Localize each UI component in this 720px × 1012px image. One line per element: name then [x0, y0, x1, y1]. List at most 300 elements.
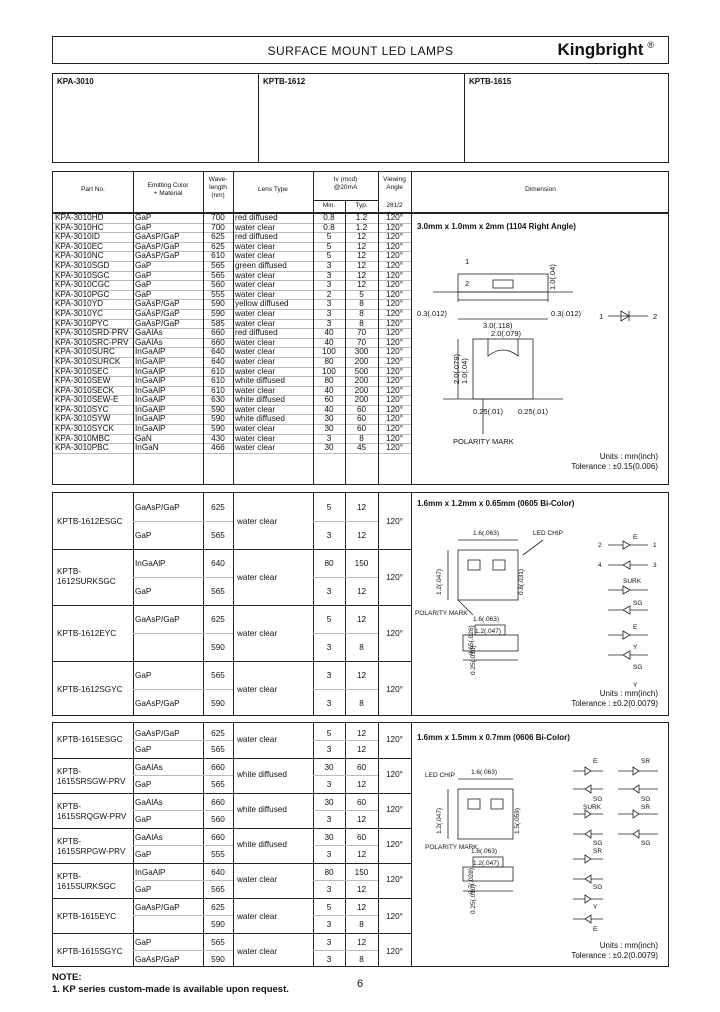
kpa-dim-label: 1.0(.04) [460, 358, 469, 384]
kptb1612-cell: 590 [211, 699, 225, 708]
kpa-cell: green diffused [233, 261, 313, 271]
kpa-dim-label: 0.25(.01) [518, 407, 549, 416]
part-number: KPTB- 1615SRSGW-PRV [57, 767, 126, 786]
kpa-dim-label: 3.0(.118) [483, 321, 513, 330]
kpa-cell: 430 [203, 434, 233, 444]
kptb1615-cell: 660 [211, 798, 225, 807]
kpa-cell: 640 [203, 348, 233, 358]
viewing-angle: 120° [386, 735, 403, 744]
kpa-cell: GaP [133, 271, 203, 281]
kpa-cell: 45 [345, 444, 378, 454]
kptb1612-units: Units : mm(inch) Tolerance : ±0.2(0.0079) [571, 689, 658, 708]
kptb1615-circuit-label: SG [641, 796, 651, 803]
kptb1612-dim-label: 0.65(.026) [468, 625, 475, 655]
kptb1615-cell: 3 [326, 885, 332, 894]
kpa-units: Units : mm(inch) Tolerance : ±0.15(0.006) [571, 452, 658, 471]
kpa-cell: 590 [203, 425, 233, 435]
kptb1612-cell: 12 [356, 503, 367, 512]
viewing-angle: 120° [386, 770, 403, 779]
kptb1615-circuit-label: SURK [583, 804, 602, 811]
th-min: Min. [322, 202, 336, 209]
kptb1612-cell: 12 [356, 671, 367, 680]
kpa-cell: water clear [233, 434, 313, 444]
kpa-cell: GaAsP/GaP [133, 300, 203, 310]
kptb1615-cell: 12 [356, 815, 367, 824]
kpa-cell: 200 [345, 386, 378, 396]
viewing-angle: 120° [386, 912, 403, 921]
part-number: KPTB-1615ESGC [57, 735, 123, 744]
kpa-cell: 12 [345, 233, 378, 243]
kpa-cell: 3 [313, 281, 345, 291]
kpa-cell: 120° [378, 300, 411, 310]
kptb1612-cell: 3 [326, 671, 332, 680]
kpa-row [53, 357, 411, 367]
kpa-cell: 200 [345, 396, 378, 406]
kpa-dim-label: 0.3(.012) [551, 309, 582, 318]
kpa-cell: 0.8 [313, 223, 345, 233]
kpa-cell: GaP [133, 261, 203, 271]
kptb1615-cell: 8 [359, 955, 364, 964]
kptb1612-cell: 565 [211, 587, 225, 596]
kptb1615-cell: 150 [354, 868, 369, 877]
kptb1615-cell: 660 [211, 763, 225, 772]
kptb1612-circuit-label: 4 [598, 562, 602, 569]
kpa-cell: 700 [203, 214, 233, 223]
lens-type: white diffused [237, 805, 287, 814]
kpa-cell: 120° [378, 434, 411, 444]
kptb1615-cell: GaP [135, 815, 152, 824]
kpa-cell: 3 [313, 309, 345, 319]
kptb1612-dim-label: POLARITY MARK [415, 610, 468, 617]
kptb-1615-section [52, 722, 669, 967]
kptb1612-dim-label: LED CHIP [533, 530, 563, 537]
kpa-cell: GaAsP/GaP [133, 242, 203, 252]
kpa-cell: 120° [378, 329, 411, 339]
kptb1615-circuit-label: SG [641, 840, 651, 847]
kpa-cell: 70 [345, 329, 378, 339]
kpa-cell: water clear [233, 405, 313, 415]
kptb1615-cell: 12 [356, 938, 367, 947]
package-kptb-1615: KPTB-1615 [469, 77, 512, 86]
kptb1615-cell: GaP [135, 850, 152, 859]
kptb1615-cell: 3 [326, 938, 332, 947]
kpa-cell: 1.2 [345, 223, 378, 233]
kptb1615-cell: 12 [356, 745, 367, 754]
kptb1615-dim-label: 0.7(.028) [468, 867, 475, 894]
package-kptb-1612: KPTB-1612 [259, 74, 465, 162]
kpa-cell: 610 [203, 367, 233, 377]
kpa-cell: 120° [378, 271, 411, 281]
part-number: KPTB-1615EYC [57, 912, 117, 921]
kpa-cell: water clear [233, 319, 313, 329]
kpa-cell: GaN [133, 434, 203, 444]
kptb1615-cell: GaAsP/GaP [135, 955, 180, 964]
kpa-cell: 3 [313, 434, 345, 444]
kpa-cell: 200 [345, 357, 378, 367]
kpa-cell: KPA-3010SGC [53, 271, 133, 281]
lens-type: water clear [237, 517, 278, 526]
kptb1612-dimension-drawing [413, 515, 668, 695]
kpa-table [53, 214, 411, 454]
kptb1612-dim-label: 1.6(.063) [473, 616, 500, 623]
kptb1615-dim-label: 1.5(.059) [514, 807, 521, 834]
kptb1612-cell: 3 [326, 643, 332, 652]
kptb1612-cell: GaP [135, 531, 152, 540]
kpa-cell: 120° [378, 367, 411, 377]
kpa-cell: 3 [313, 261, 345, 271]
kpa-cell: GaP [133, 281, 203, 291]
kptb1615-dim-label: 0.25(.010) [470, 884, 477, 914]
kptb1615-cell: GaAlAs [135, 763, 163, 772]
kptb1615-cell: 60 [356, 833, 367, 842]
lens-type: water clear [237, 875, 278, 884]
kpa-cell: 610 [203, 377, 233, 387]
kptb1612-cell: GaAsP/GaP [135, 699, 180, 708]
kpa-cell: 120° [378, 386, 411, 396]
kptb1612-circuit-label: 3 [653, 562, 657, 569]
kpa-cell: KPA-3010YD [53, 300, 133, 310]
kpa-row [53, 396, 411, 406]
kpa-cell: InGaAlP [133, 386, 203, 396]
kptb1612-cell: 5 [326, 615, 332, 624]
kpa-cell: 560 [203, 281, 233, 291]
kpa-cell: 120° [378, 415, 411, 425]
kpa-cell: InGaAlP [133, 348, 203, 358]
kptb1615-cell: GaAlAs [135, 798, 163, 807]
part-number: KPTB-1612EYC [57, 629, 117, 638]
kpa-cell: 120° [378, 425, 411, 435]
kptb1615-circuit-label: Y [593, 904, 598, 911]
kpa-cell: 590 [203, 415, 233, 425]
kpa-cell: 100 [313, 367, 345, 377]
kpa-cell: white diffused [233, 396, 313, 406]
kpa-cell: 500 [345, 367, 378, 377]
kptb1612-cell: 12 [356, 531, 367, 540]
kptb1612-cell: 12 [356, 615, 367, 624]
kptb1615-cell: 3 [326, 780, 332, 789]
kptb1612-circuit-label: SG [633, 600, 643, 607]
kpa-cell: 120° [378, 261, 411, 271]
kpa-cell: 100 [313, 348, 345, 358]
kptb1615-dim-label: 1.6(.063) [471, 769, 498, 776]
kptb1615-dim-label: POLARITY MARK [425, 844, 478, 851]
kptb1612-dim-label: 0.25(.010) [470, 645, 477, 675]
kpa-cell: 5 [313, 252, 345, 262]
kpa-cell: 120° [378, 223, 411, 233]
th-lens: Lens Type [258, 186, 288, 193]
kpa-cell: 40 [313, 405, 345, 415]
kpa-cell: KPA-3010PBC [53, 444, 133, 454]
viewing-angle: 120° [386, 685, 403, 694]
kptb1615-cell: GaP [135, 938, 152, 947]
kpa-cell: water clear [233, 425, 313, 435]
kptb1615-circuit-label: SR [593, 848, 603, 855]
kptb1615-cell: 12 [356, 885, 367, 894]
kpa-cell: KPA-3010SYCK [53, 425, 133, 435]
header-box [52, 36, 669, 64]
kptb1615-cell: 590 [211, 955, 225, 964]
kptb1612-dim-label: 0.8(.031) [518, 568, 525, 595]
kptb1615-dim-label: LED CHIP [425, 772, 455, 779]
kpa-dim-label: 1 [599, 312, 604, 321]
kpa-cell: 40 [313, 386, 345, 396]
kptb1615-dim-title: 1.6mm x 1.5mm x 0.7mm (0606 Bi-Color) [417, 733, 570, 742]
kptb1615-circuit-label: SR [641, 804, 651, 811]
kpa-cell: yellow diffused [233, 300, 313, 310]
kpa-cell: 610 [203, 386, 233, 396]
kptb1612-cell: 8 [359, 643, 364, 652]
kptb1615-cell: 640 [211, 868, 225, 877]
kpa-cell: KPA-3010ID [53, 233, 133, 243]
kptb1615-circuit-label: SG [593, 796, 603, 803]
kpa-cell: 200 [345, 377, 378, 387]
kptb1615-cell: 80 [324, 868, 334, 877]
kpa-row [53, 348, 411, 358]
kpa-cell: 610 [203, 252, 233, 262]
kpa-cell: 30 [313, 415, 345, 425]
kpa-cell: GaP [133, 214, 203, 223]
kpa-cell: 120° [378, 242, 411, 252]
kptb1612-cell: 80 [324, 559, 334, 568]
kptb1615-cell: GaP [135, 780, 152, 789]
th-viewing: Viewing Angle [383, 176, 406, 191]
kpa-cell: 120° [378, 281, 411, 291]
kptb1615-cell: 12 [356, 850, 367, 859]
kpa-dim-label: 0.3(.012) [417, 309, 448, 318]
lens-type: water clear [237, 947, 278, 956]
kptb1615-dim-label: 1.2(.047) [473, 860, 500, 867]
kpa-dimension-drawing [413, 244, 668, 454]
kptb1615-cell: 565 [211, 745, 225, 754]
kptb1612-cell: 5 [326, 503, 332, 512]
kptb1615-circuit-label: E [593, 758, 598, 765]
kpa-row [53, 309, 411, 319]
kpa-cell: water clear [233, 281, 313, 291]
kpa-cell: 120° [378, 290, 411, 300]
th-wavelength: Wave- length (nm) [208, 176, 228, 199]
kpa-cell: 1.2 [345, 214, 378, 223]
brand-logo [557, 40, 654, 60]
kptb1612-circuit-label: 1 [653, 542, 657, 549]
kpa-cell: KPA-3010SURCK [53, 357, 133, 367]
kpa-cell: 3 [313, 300, 345, 310]
kpa-cell: 80 [313, 377, 345, 387]
kpa-cell: 12 [345, 271, 378, 281]
kptb1612-dim-label: 1.2(.047) [436, 568, 443, 595]
kptb1612-cell: 565 [211, 671, 225, 680]
kpa-cell: water clear [233, 348, 313, 358]
kpa-cell: GaP [133, 290, 203, 300]
kpa-cell: 5 [313, 242, 345, 252]
kpa-cell: KPA-3010SEW-E [53, 396, 133, 406]
kpa-cell: KPA-3010SRD-PRV [53, 329, 133, 339]
kpa-cell: water clear [233, 271, 313, 281]
kpa-cell: 590 [203, 300, 233, 310]
kpa-dim-label: 2 [465, 279, 470, 288]
kpa-cell: KPA-3010SGD [53, 261, 133, 271]
kpa-cell: 120° [378, 338, 411, 348]
kpa-cell: InGaAlP [133, 396, 203, 406]
lens-type: water clear [237, 573, 278, 582]
kpa-cell: KPA-3010MBC [53, 434, 133, 444]
th-part-no: Part No. [81, 186, 105, 193]
kpa-cell: KPA-3010CGC [53, 281, 133, 291]
kpa-cell: water clear [233, 309, 313, 319]
kpa-cell: 60 [345, 415, 378, 425]
lens-type: white diffused [237, 770, 287, 779]
th-typ: Typ. [355, 202, 368, 209]
kptb1615-cell: 60 [356, 798, 367, 807]
registered-mark: ® [647, 40, 654, 51]
kpa-row [53, 300, 411, 310]
kptb1615-cell: GaP [135, 885, 152, 894]
viewing-angle: 120° [386, 875, 403, 884]
kpa-cell: 565 [203, 271, 233, 281]
kptb1612-cell: 625 [211, 615, 225, 624]
kpa-cell: 120° [378, 444, 411, 454]
kpa-cell: KPA-3010SURC [53, 348, 133, 358]
kpa-cell: 120° [378, 309, 411, 319]
kpa-cell: 60 [345, 405, 378, 415]
kpa-cell: 40 [313, 338, 345, 348]
kptb1612-cell: GaAsP/GaP [135, 615, 180, 624]
kpa-cell: KPA-3010SEW [53, 377, 133, 387]
kptb1615-cell: 12 [356, 903, 367, 912]
kptb1612-circuit-label: 2 [598, 542, 602, 549]
kpa-cell: GaAsP/GaP [133, 233, 203, 243]
kpa-cell: 466 [203, 444, 233, 454]
kptb1612-cell: GaAsP/GaP [135, 503, 180, 512]
kpa-cell: 8 [345, 300, 378, 310]
kpa-cell: 660 [203, 329, 233, 339]
kpa-cell: 565 [203, 261, 233, 271]
kpa-dim-label: POLARITY MARK [453, 437, 514, 446]
part-number: KPTB-1612ESGC [57, 517, 123, 526]
kpa-cell: KPA-3010SYW [53, 415, 133, 425]
kpa-cell: red diffused [233, 329, 313, 339]
kpa-cell: 585 [203, 319, 233, 329]
kpa-cell: GaAsP/GaP [133, 309, 203, 319]
package-kpa-3010: KPA-3010 [53, 74, 259, 162]
kptb1615-cell: 565 [211, 938, 225, 947]
kpa-cell: 120° [378, 214, 411, 223]
kpa-cell: 5 [345, 290, 378, 300]
kptb1615-cell: 12 [356, 780, 367, 789]
kpa-cell: KPA-3010NC [53, 252, 133, 262]
kpa-cell: 3 [313, 271, 345, 281]
th-dimension: Dimension [525, 186, 556, 193]
kpa-cell: water clear [233, 290, 313, 300]
kpa-cell: white diffused [233, 415, 313, 425]
kptb1612-dim-title: 1.6mm x 1.2mm x 0.65mm (0605 Bi-Color) [417, 499, 575, 508]
kptb1615-cell: 60 [356, 763, 367, 772]
kpa-cell: 8 [345, 309, 378, 319]
kptb-1612-section [52, 492, 669, 716]
kptb1612-cell: 8 [359, 699, 364, 708]
kptb1615-cell: 5 [326, 729, 332, 738]
kpa-cell: InGaAlP [133, 405, 203, 415]
kpa-cell: 590 [203, 405, 233, 415]
kpa-cell: water clear [233, 223, 313, 233]
kpa-cell: 5 [313, 233, 345, 243]
th-theta: 2θ1/2 [386, 202, 403, 209]
kptb1615-cell: 3 [326, 745, 332, 754]
kpa-cell: 30 [313, 425, 345, 435]
kpa-cell: KPA-3010PGC [53, 290, 133, 300]
kpa-cell: red diffused [233, 233, 313, 243]
package-row [52, 73, 669, 163]
kpa-cell: InGaAlP [133, 377, 203, 387]
kpa-row [53, 425, 411, 435]
kpa-dim-title: 3.0mm x 1.0mm x 2mm (1104 Right Angle) [417, 222, 576, 231]
lens-type: water clear [237, 685, 278, 694]
th-iv: Iv (mcd) @20mA [333, 176, 358, 191]
kpa-cell: GaAsP/GaP [133, 252, 203, 262]
kpa-dim-label: 1 [465, 257, 470, 266]
kpa-cell: 8 [345, 319, 378, 329]
kpa-cell: 120° [378, 233, 411, 243]
kpa-dim-label: 2 [653, 312, 658, 321]
kpa-cell: KPA-3010SYC [53, 405, 133, 415]
note-line-1: 1. KP series custom-made is available upon request. [52, 984, 289, 995]
kpa-cell: 640 [203, 357, 233, 367]
kptb1612-dim-label: 1.2(.047) [475, 628, 502, 635]
note-title: NOTE: [52, 972, 82, 983]
kpa-cell: 120° [378, 252, 411, 262]
kpa-cell: KPA-3010SRC-PRV [53, 338, 133, 348]
kpa-cell: 625 [203, 233, 233, 243]
kptb1615-dim-label: 1.6(.063) [471, 848, 498, 855]
kpa-cell: GaP [133, 223, 203, 233]
page-title: SURFACE MOUNT LED LAMPS [267, 44, 454, 58]
kptb1615-cell: GaAlAs [135, 833, 163, 842]
kptb1615-cell: 590 [211, 920, 225, 929]
kptb1612-cell: 12 [356, 587, 367, 596]
kptb1615-cell: 565 [211, 885, 225, 894]
spec-header [52, 171, 669, 213]
kptb1612-circuit-label: Y [633, 644, 638, 651]
kpa-cell: KPA-3010SECK [53, 386, 133, 396]
kpa-row [53, 444, 411, 454]
kpa-cell: 120° [378, 348, 411, 358]
kptb1612-dim-label: 1.6(.063) [473, 530, 500, 537]
kptb1615-circuit-label: SG [593, 840, 603, 847]
kpa-cell: water clear [233, 367, 313, 377]
kptb1615-cell: 3 [326, 850, 332, 859]
kpa-cell: 12 [345, 252, 378, 262]
kptb1615-cell: 12 [356, 729, 367, 738]
kpa-row [53, 261, 411, 271]
kptb1612-cell: GaP [135, 587, 152, 596]
kpa-cell: water clear [233, 338, 313, 348]
lens-type: water clear [237, 629, 278, 638]
viewing-angle: 120° [386, 947, 403, 956]
kpa-cell: 0.8 [313, 214, 345, 223]
page-number: 6 [357, 978, 364, 990]
kpa-cell: KPA-3010PYC [53, 319, 133, 329]
kpa-cell: KPA-3010EC [53, 242, 133, 252]
viewing-angle: 120° [386, 840, 403, 849]
kpa-cell: water clear [233, 242, 313, 252]
kpa-cell: 555 [203, 290, 233, 300]
kpa-cell: GaAlAs [133, 338, 203, 348]
kpa-3010-section [52, 213, 669, 485]
kpa-cell: 120° [378, 405, 411, 415]
kpa-cell: 80 [313, 357, 345, 367]
kpa-cell: 3 [313, 319, 345, 329]
kptb1615-cell: 8 [359, 920, 364, 929]
kpa-row [53, 281, 411, 291]
